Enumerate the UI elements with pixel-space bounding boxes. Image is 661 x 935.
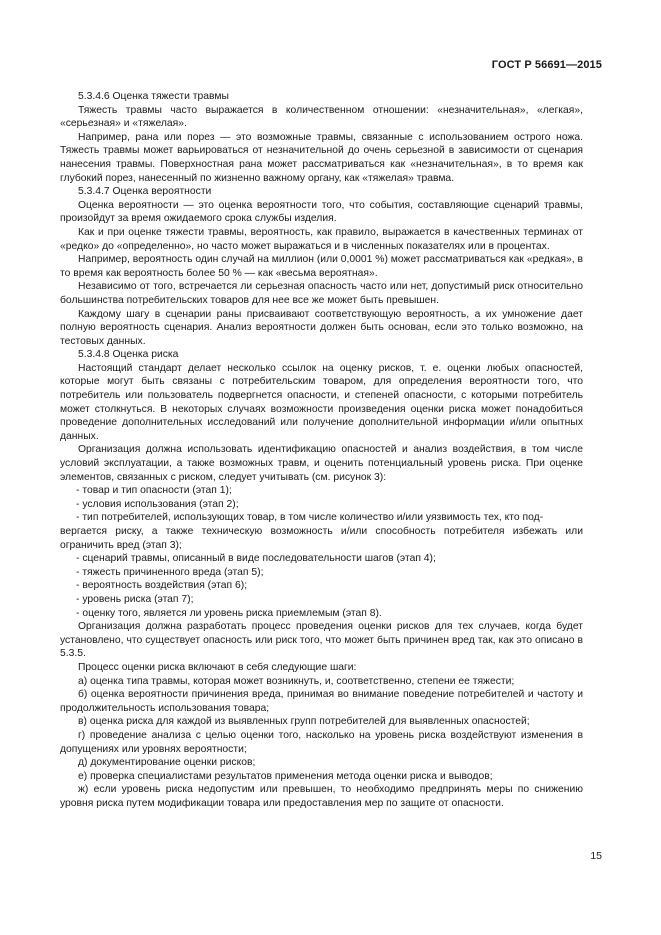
step-item: г) проведение анализа с целью оценки того, насколько на уровень риска воздействуют изменения в допущениях или уровнях вероятности; xyxy=(60,729,583,755)
paragraph: Как и при оценке тяжести травмы, вероятность, как правило, выражается в качественных терминах от «редко» до «определенно», но часто может выражаться и в численных показателях или в процентах. xyxy=(60,226,583,252)
document-code-header: ГОСТ Р 56691—2015 xyxy=(491,59,602,71)
list-item: - вероятность воздействия (этап 6); xyxy=(76,580,248,592)
section-heading-5-3-4-7: 5.3.4.7 Оценка вероятности xyxy=(78,186,212,198)
section-heading-5-3-4-8: 5.3.4.8 Оценка риска xyxy=(78,349,179,361)
list-item: - товар и тип опасности (этап 1); xyxy=(76,485,232,497)
paragraph: Например, рана или порез — это возможные травмы, связанные с использованием острого ножа. Тяжесть травмы может варьироваться от незначительной до очень серьезной в зависимости от сценария нанесения травмы. Поверхностная рана может рассматриваться как «незначительная», в то время как глубокий порез, нанесенный по жизненно важному органу, как «тяжелая» травма. xyxy=(60,131,583,184)
paragraph: Организация должна использовать идентификацию опасностей и анализ воздействия, в том числе условий эксплуатации, а также возможных травм, и оценить потенциальный уровень риска. При оценке элементов, связанных с риском, следует учитывать (см. рисунок 3): xyxy=(60,444,583,483)
paragraph: Процесс оценки риска включают в себя следующие шаги: xyxy=(78,661,357,673)
step-item: ж) если уровень риска недопустим или превышен, то необходимо предпринять меры по снижению уровня риска путем модификации товара или предоставления мер по защите от опасности. xyxy=(60,784,583,809)
page-number: 15 xyxy=(590,850,602,862)
section-heading-5-3-4-6: 5.3.4.6 Оценка тяжести травмы xyxy=(78,91,229,102)
step-item: а) оценка типа травмы, которая может возникнуть, и, соответственно, степени ее тяжести; xyxy=(78,675,515,687)
step-item: в) оценка риска для каждой из выявленных групп потребителей для выявленных опасностей; xyxy=(78,716,530,728)
step-item: д) документирование оценки рисков; xyxy=(78,757,256,769)
list-item: - сценарий травмы, описанный в виде последовательности шагов (этап 4); xyxy=(76,553,436,565)
list-item: - тяжесть причиненного вреда (этап 5); xyxy=(76,566,264,578)
list-item xyxy=(60,511,583,552)
list-item-continuation: вергается риску, а также техническую возможность и/или способность потребителя избежать или ограничить вред (этап 3); xyxy=(60,526,583,551)
list-item: - уровень риска (этап 7); xyxy=(76,593,194,605)
paragraph: Например, вероятность один случай на миллион (или 0,0001 %) может рассматриваться как «редкая», в то время как вероятность более 50 % — как «весьма вероятная». xyxy=(60,254,583,279)
list-item-line: - тип потребителей, использующих товар, в том числе количество и/или уязвимость тех, кто под- xyxy=(76,512,544,524)
paragraph: Оценка вероятности — это оценка вероятности того, что события, составляющие сценарий травмы, произойдут за время ожидаемого срока службы изделия. xyxy=(60,199,583,225)
paragraph: Каждому шагу в сценарии раны присваивают соответствующую вероятность, а их умножение дает полную вероятность сценария. Анализ вероятности должен быть основан, если это только возможно, на тестовых данных. xyxy=(60,308,583,347)
page-body xyxy=(60,90,583,810)
paragraph: Организация должна разработать процесс проведения оценки рисков для тех случаев, когда будет установлено, что существует опасность или риск того, что может быть причинен вред так, как это описано в 5.3.5. xyxy=(60,621,583,660)
list-item: - оценку того, является ли уровень риска приемлемым (этап 8). xyxy=(76,607,382,619)
paragraph: Тяжесть травмы часто выражается в количественном отношении: «незначительная», «легкая», «серьезная» и «тяжелая». xyxy=(60,104,583,130)
paragraph: Настоящий стандарт делает несколько ссылок на оценку рисков, т. е. оценки любых опасностей, которые могут быть связаны с потребительским товаром, для определения вероятности того, что потребитель или пользователь подвергнется опасности, и степеней опасности, с которыми потребитель может столкнуться. В некоторых случаях возможности произведения оценки риска может понадобиться проведение дополнительных исследований или получение дополнительной информации и/или опытных данных. xyxy=(60,362,583,442)
paragraph: Независимо от того, встречается ли серьезная опасность часто или нет, допустимый риск относительно большинства потребительских товаров для нее все же может быть превышен. xyxy=(60,281,583,306)
step-item: б) оценка вероятности причинения вреда, принимая во внимание поведение потребителей и частоту и продолжительность использования товара; xyxy=(60,689,583,714)
list-item: - условия использования (этап 2); xyxy=(76,498,239,510)
step-item: е) проверка специалистами результатов применения метода оценки риска и выводов; xyxy=(78,770,493,782)
